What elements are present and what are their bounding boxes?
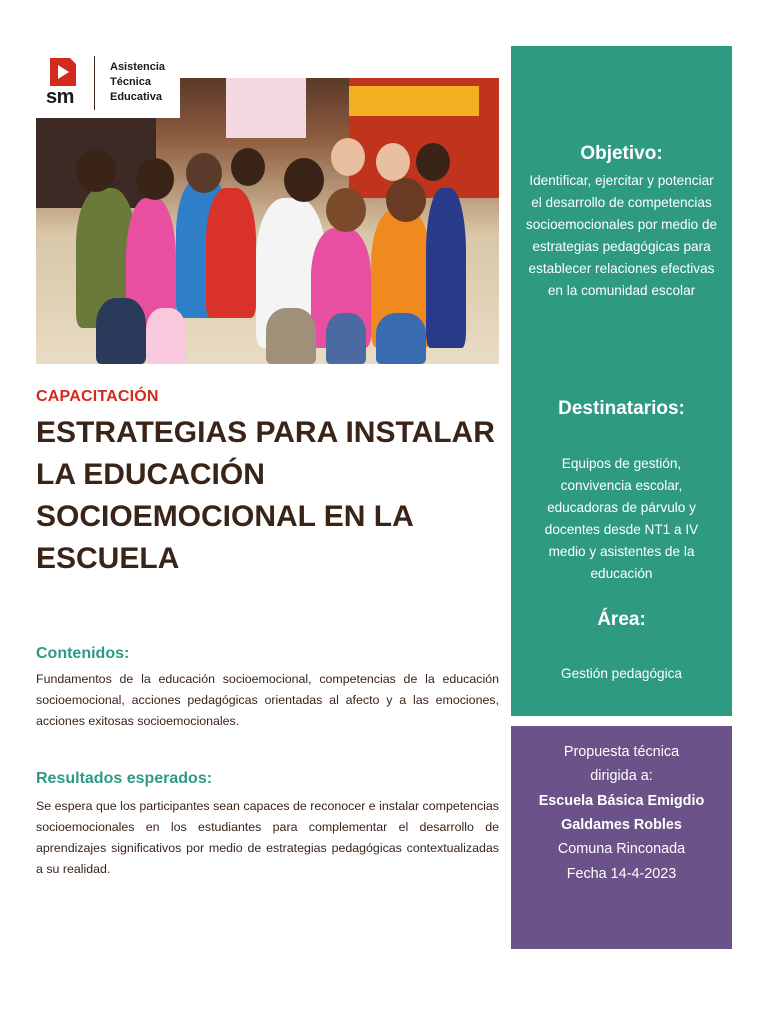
resultados-body: Se espera que los participantes sean capaces de reconocer e instalar competencias socioemocionales en los estudiantes para complementar el desarrollo de aprendizajes significativos por medio de estrategias pedagógicas contextualizadas a su realidad. — [36, 799, 499, 876]
logo-divider — [94, 56, 95, 110]
objetivo-text: Identificar, ejercitar y potenciar el desarrollo de competencias socioemocionales por medio de estrategias pedagógicas para establecer relaciones efectivas en la comunidad escolar — [525, 173, 718, 298]
comuna-line: Comuna Rinconada — [557, 841, 686, 857]
photo-child — [426, 188, 466, 348]
resultados-heading: Resultados esperados: — [36, 770, 213, 787]
logo-brand-text: sm — [46, 86, 74, 108]
destinatarios-heading: Destinatarios: — [558, 398, 685, 419]
photo-wall-yellow — [349, 86, 479, 116]
info-sidebar — [511, 46, 732, 716]
logo-line-2: Técnica — [110, 76, 151, 88]
school-name-line-1: Escuela Básica Emigdio — [538, 793, 705, 809]
photo-child — [146, 308, 186, 364]
photo-child — [376, 313, 426, 364]
school-name-line-2: Galdames Robles — [561, 817, 682, 833]
photo-child — [326, 313, 366, 364]
contenidos-body: Fundamentos de la educación socioemocional, competencias de la educación socioemocional, acciones pedagógicas orientadas al afecto y a las emociones, acciones exitosas socioemocionales. — [36, 672, 499, 728]
logo-line-3: Educativa — [110, 91, 162, 103]
page-title: ESTRATEGIAS PARA INSTALAR LA EDUCACIÓN SOCIOEMOCIONAL EN LA ESCUELA — [36, 416, 495, 575]
children-group-photo — [36, 78, 499, 364]
fecha-line: Fecha 14-4-2023 — [566, 866, 677, 882]
photo-child-head — [386, 178, 426, 222]
propuesta-box — [511, 726, 732, 949]
photo-child-head — [284, 158, 324, 202]
logo-caption — [110, 60, 165, 105]
area-text: Gestión pedagógica — [561, 666, 682, 681]
photo-child — [96, 298, 146, 364]
photo-child-head — [416, 143, 450, 181]
photo-child — [266, 308, 316, 364]
propuesta-line-1: Propuesta técnica — [563, 744, 680, 760]
photo-child-head — [231, 148, 265, 186]
kicker-label: CAPACITACIÓN — [36, 388, 159, 405]
destinatarios-text: Equipos de gestión, convivencia escolar, educadoras de párvulo y docentes desde NT1 a IV medio y asistentes de la educación — [544, 456, 699, 581]
sm-logo — [36, 50, 180, 118]
photo-child-head — [186, 153, 222, 193]
photo-window — [226, 78, 306, 138]
photo-child-head — [376, 143, 410, 181]
photo-child-head — [326, 188, 366, 232]
photo-child-head — [76, 148, 116, 192]
photo-child-head — [331, 138, 365, 176]
area-heading: Área: — [597, 609, 646, 630]
objetivo-heading: Objetivo: — [580, 143, 663, 164]
logo-line-1: Asistencia — [110, 61, 166, 73]
propuesta-line-2: dirigida a: — [590, 768, 653, 784]
photo-child-head — [136, 158, 174, 200]
contenidos-heading: Contenidos: — [36, 645, 130, 662]
photo-child — [206, 188, 256, 318]
